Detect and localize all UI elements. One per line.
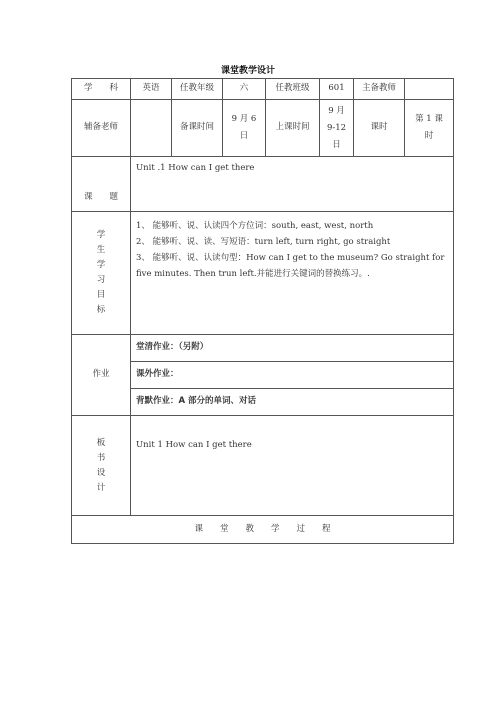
board-design-row (72, 416, 454, 516)
lead-teacher-label: 主备教师 (354, 79, 405, 100)
prep-time-text: 9 月 6 日 (231, 114, 257, 141)
objectives-label-char: 生 (96, 245, 106, 255)
grade-value: 六 (223, 79, 266, 100)
objectives-label-char: 标 (96, 305, 106, 315)
prep-time-value (223, 100, 266, 157)
board-design-content: Unit 1 How can I get there (131, 416, 454, 516)
grade-label: 任教年级 (172, 79, 223, 100)
class-label: 任教班级 (266, 79, 320, 100)
class-value: 601 (320, 79, 354, 100)
period-value (405, 100, 454, 157)
period-text: 第 1 课时 (415, 114, 443, 141)
homework-label: 作业 (72, 335, 131, 416)
board-design-label (72, 416, 131, 516)
objectives-label-char: 目 (96, 290, 106, 300)
subject-label: 学 科 (72, 79, 131, 100)
board-label-char: 板 (96, 437, 106, 448)
board-label-char: 书 (96, 452, 106, 463)
objectives-label-char: 学 (96, 230, 106, 240)
board-label-char: 计 (96, 482, 106, 493)
page-title: 课堂教学设计 (220, 66, 275, 76)
lead-teacher-value (405, 79, 454, 100)
homework-in-class: 堂清作业：（另附） (131, 335, 454, 362)
objectives-content (131, 212, 454, 335)
objectives-row (72, 212, 454, 335)
class-time-value (320, 100, 354, 157)
objective-item: 3、 能够听、说、认读句型：How can I get to the museum? Go straight for five minutes. Then trun left.并能进行关键词的替换练习。. (136, 253, 445, 279)
homework-row-1 (72, 335, 454, 362)
info-row-1 (72, 79, 454, 100)
class-time-label: 上课时间 (266, 100, 320, 157)
topic-value: Unit .1 How can I get there (131, 157, 454, 212)
objectives-label-char: 习 (96, 275, 106, 285)
objective-item: 1、 能够听、说、认读四个方位词：south, east, west, north (136, 221, 374, 231)
topic-row (72, 157, 454, 212)
homework-recite: 背默作业：A 部分的单词、对话 (131, 389, 454, 416)
process-row (72, 516, 454, 544)
board-label-char: 设 (96, 467, 106, 478)
homework-after-class: 课外作业： (131, 362, 454, 389)
class-time-text: 9 月 9-12 日 (326, 105, 347, 150)
process-label: 课 堂 教 学 过 程 (72, 516, 454, 544)
prep-time-label: 备课时间 (172, 100, 223, 157)
lesson-plan-table (71, 78, 454, 544)
period-label: 课时 (354, 100, 405, 157)
topic-label: 课 题 (72, 157, 131, 212)
objective-item: 2、 能够听、说、读、写短语：turn left, turn right, go straight (136, 237, 391, 247)
objectives-label-char: 学 (96, 260, 106, 270)
assist-teacher-value (131, 100, 172, 157)
subject-value: 英语 (131, 79, 172, 100)
info-row-2 (72, 100, 454, 157)
assist-teacher-label: 辅备老师 (72, 100, 131, 157)
objectives-label (72, 212, 131, 335)
